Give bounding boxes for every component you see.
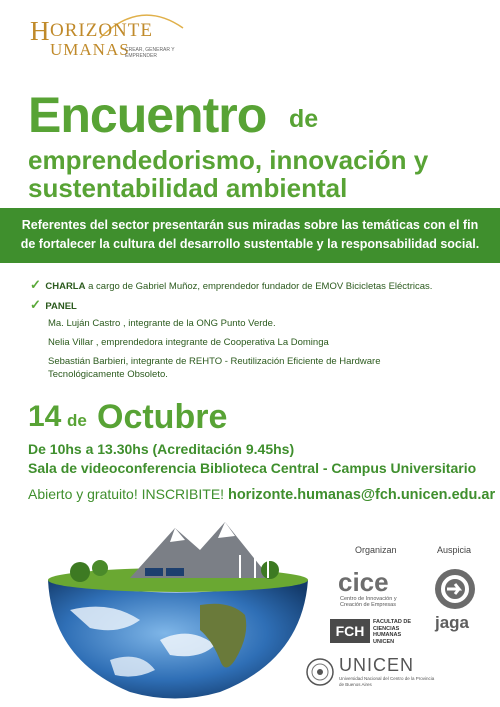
panelist-3: Sebastián Barbieri, integrante de REHTO - Reutilización Eficiente de Hardware [48, 356, 381, 367]
cice-subtitle: Centro de Innovación y Creación de Empresas [340, 596, 397, 608]
event-details [28, 440, 476, 478]
checkmark-icon: ✓ [30, 297, 41, 312]
fch-name: FCH [330, 619, 370, 643]
date-month: Octubre [97, 398, 228, 436]
event-place: Sala de videoconferencia Biblioteca Central - Campus Universitario [28, 460, 477, 476]
unicen-logo [305, 655, 435, 690]
intro-line-1: Referentes del sector presentarán sus miradas sobre las temáticas con el fin [21, 218, 479, 232]
jaga-name: jaga [435, 613, 470, 632]
registration [28, 486, 495, 503]
logo-letter-h: H [30, 16, 50, 46]
panel-label: PANEL [45, 301, 77, 312]
event-time: De 10hs a 13.30hs (Acreditación 9.45hs) [28, 441, 295, 457]
panelist-1: Ma. Luján Castro , integrante de la ONG Punto Verde. [48, 318, 276, 329]
earth-illustration [40, 510, 315, 700]
auspicia-label: Auspicia [437, 545, 472, 555]
organizan-label: Organizan [355, 545, 397, 555]
title-line-3: sustentabilidad ambiental [28, 173, 348, 203]
checkmark-icon: ✓ [30, 277, 41, 292]
registration-text: Abierto y gratuito! INSCRIBITE! [28, 486, 228, 502]
unicen-seal-icon [305, 657, 335, 687]
title-main: Encuentro [28, 87, 267, 143]
fch-logo [330, 617, 430, 647]
intro-text [10, 216, 490, 254]
logo-word-orizonte: ORIZONTE [50, 20, 153, 41]
panelist-2: Nelia Villar , emprendedora integrante de Cooperativa La Dominga [48, 337, 329, 348]
jaga-logo [425, 567, 485, 635]
cice-logo [338, 567, 418, 609]
intro-line-2: de fortalecer la cultura del desarrollo sustentable y la responsabilidad social. [20, 237, 480, 251]
unicen-subtitle: Universidad Nacional del Centro de la Provincia de Buenos Aires [339, 676, 435, 687]
cice-name: cice [338, 567, 389, 597]
date-day: 14 [28, 400, 62, 433]
fch-subtitle: FACULTAD DE CIENCIAS HUMANAS UNICEN [373, 619, 411, 645]
title-de: de [289, 105, 319, 133]
logo-tagline: CREAR, GENERAR Y EMPRENDER [125, 47, 175, 59]
registration-email[interactable]: horizonte.humanas@fch.unicen.edu.ar [227, 487, 496, 503]
logo-word-umanas: UMANAS [50, 40, 130, 59]
jaga-emblem-icon [433, 567, 477, 611]
panel-item [30, 296, 77, 314]
panelist-3-cont: Tecnológicamente Obsoleto. [48, 369, 168, 380]
charla-text: a cargo de Gabriel Muñoz, emprendedor fundador de EMOV Bicicletas Eléctricas. [85, 281, 433, 292]
charla-item [30, 276, 432, 294]
date-de: de [67, 411, 87, 430]
title-line-2: emprendedorismo, innovación y [28, 145, 429, 175]
unicen-name: UNICEN [339, 655, 415, 675]
charla-label: CHARLA [45, 281, 86, 292]
horizonte-humanas-logo [30, 8, 190, 66]
